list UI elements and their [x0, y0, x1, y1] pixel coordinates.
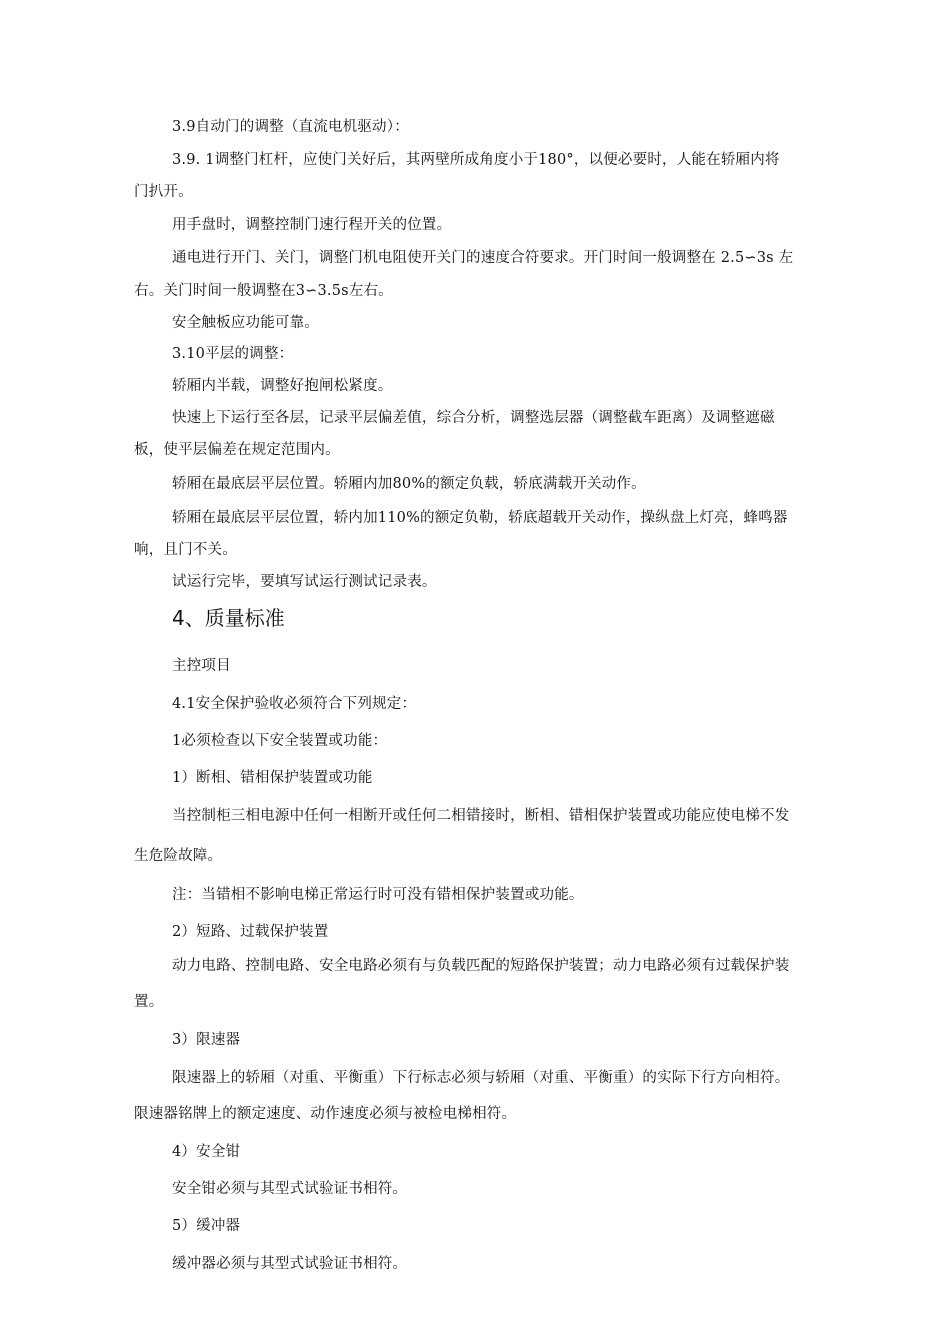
- sub-item-title: 3）限速器: [172, 1032, 241, 1048]
- rule-4-1: 4.1安全保护验收必须符合下列规定：: [172, 696, 417, 712]
- paragraph-text: 轿厢在最底层平层位置。轿厢内加80%的额定负载，轿底满载开关动作。: [172, 476, 646, 492]
- paragraph-text: 置。: [134, 994, 164, 1010]
- sub-item-title: 2）短路、过载保护装置: [172, 924, 329, 940]
- sub-item-title: 5）缓冲器: [172, 1218, 241, 1234]
- sub-item-title: 4）安全钳: [172, 1144, 241, 1160]
- paragraph-text: 轿厢内半载，调整好抱闸松紧度。: [172, 378, 393, 394]
- paragraph-text: 安全钳必须与其型式试验证书相符。: [172, 1181, 408, 1197]
- paragraph-text: 3.9. 1调整门杠杆，应使门关好后，其两壁所成角度小于180°，以便必要时，人能在轿厢内将: [172, 152, 780, 168]
- paragraph-text: 板，使平层偏差在规定范围内。: [134, 442, 340, 458]
- paragraph-text: 动力电路、控制电路、安全电路必须有与负载匹配的短路保护装置；动力电路必须有过载保护装: [172, 958, 790, 974]
- paragraph-text: 用手盘时，调整控制门速行程开关的位置。: [172, 217, 452, 233]
- main-items-label: 主控项目: [172, 658, 231, 674]
- section-4-heading: 4、质量标准: [172, 606, 285, 630]
- paragraph-text: 限速器铭牌上的额定速度、动作速度必须与被检电梯相符。: [134, 1106, 517, 1122]
- paragraph-text: 限速器上的轿厢（对重、平衡重）下行标志必须与轿厢（对重、平衡重）的实际下行方向相符。: [172, 1070, 790, 1086]
- paragraph-text: 缓冲器必须与其型式试验证书相符。: [172, 1256, 408, 1272]
- paragraph-text: 响，且门不关。: [134, 542, 237, 558]
- paragraph-text: 生危险故障。: [134, 848, 223, 864]
- paragraph-text: 轿厢在最底层平层位置，轿内加110%的额定负勒，轿底超载开关动作，操纵盘上灯亮，蜂鸣器: [172, 510, 788, 526]
- paragraph-text: 当控制柜三相电源中任何一相断开或任何二相错接时，断相、错相保护装置或功能应使电梯不发: [172, 808, 790, 824]
- paragraph-text: 右。关门时间一般调整在3∽3.5s左右。: [134, 283, 393, 299]
- item-1: 1必须检查以下安全装置或功能：: [172, 733, 388, 749]
- section-3-10-title: 3.10平层的调整：: [172, 346, 294, 362]
- paragraph-text: 安全触板应功能可靠。: [172, 315, 319, 331]
- paragraph-text: 通电进行开门、关门，调整门机电阻使开关门的速度合符要求。开门时间一般调整在 2.5∽3s 左: [172, 250, 794, 266]
- note-text: 注：当错相不影响电梯正常运行时可没有错相保护装置或功能。: [172, 887, 584, 903]
- paragraph-text: 门扒开。: [134, 184, 193, 200]
- paragraph-text: 快速上下运行至各层，记录平层偏差值，综合分析，调整选层器（调整截车距离）及调整遮磁: [172, 410, 775, 426]
- sub-item-title: 1）断相、错相保护装置或功能: [172, 770, 373, 786]
- paragraph-text: 试运行完毕，要填写试运行测试记录表。: [172, 574, 437, 590]
- section-3-9-title: 3.9自动门的调整（直流电机驱动）：: [172, 119, 409, 135]
